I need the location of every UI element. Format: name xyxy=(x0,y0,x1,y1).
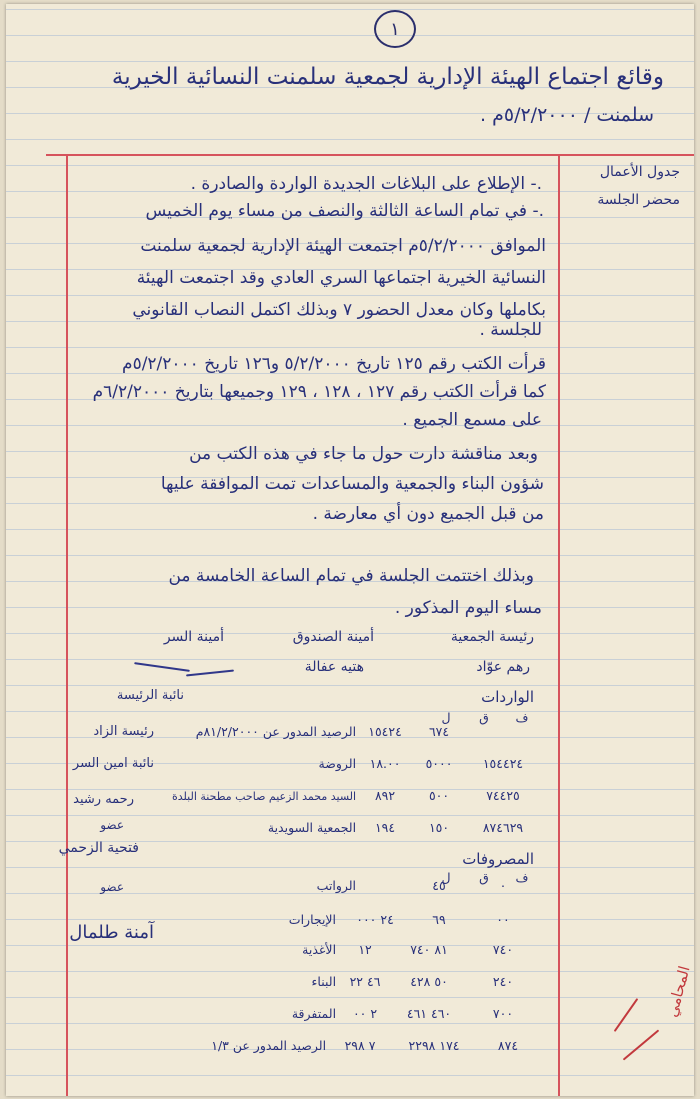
body-line-11: شؤون البناء والجمعية والمساعدات تمت الموافقة عليها xyxy=(160,474,544,494)
col-header-f: ف xyxy=(515,710,529,725)
table-row: ٠٠ ٦٩ ٢٤ ٠٠٠ الإيجارات xyxy=(288,912,510,927)
table-row: ٧٠٠ ٤٦٠ ٤٦١ ٢ ٠٠ المتفرقة xyxy=(291,1006,514,1021)
body-line-3: الموافق ٥/٢/٢٠٠٠م اجتمعت الهيئة الإدارية لجمعية سلمنت xyxy=(140,236,546,256)
table-row: ٧٤٤٢٥ ٥٠٠ ٨٩٢ السيد محمد الزعيم صاحب مطحنة البلدة xyxy=(172,788,520,803)
secretary-title: أمينة السر xyxy=(163,629,224,645)
body-line-6: للجلسة . xyxy=(479,320,542,340)
body-line-8: كما قرأت الكتب رقم ١٢٧ ، ١٢٨ ، ١٢٩ وجميعها بتاريخ ٦/٢/٢٠٠٠م xyxy=(92,382,546,402)
header-rule xyxy=(46,154,694,156)
body-line-5: بكاملها وكان معدل الحضور ٧ وبذلك اكتمل النصاب القانوني xyxy=(132,300,546,320)
red-signature-stroke xyxy=(614,998,639,1032)
vice-president-signature: رئيسة الزاد xyxy=(93,724,154,739)
secretary-signature xyxy=(134,662,190,672)
table-row: ٦٧٤ ١٥٤٢٤ الرصيد المدور عن ٨١/٢/٢٠٠٠م xyxy=(195,724,450,739)
body-line-13: وبذلك اختتمت الجلسة في تمام الساعة الخامسة من xyxy=(168,566,534,586)
table-row: ٢٤٠ ٥٠ ٤٢٨ ٤٦ ٢٢ البناء xyxy=(311,974,514,989)
president-name: رهم عوّاد xyxy=(476,659,530,675)
ledger-page xyxy=(6,4,694,1096)
minutes-date: سلمنت / ٥/٢/٢٠٠٠م . xyxy=(480,104,654,126)
body-line-14: مساء اليوم المذكور . xyxy=(394,598,542,618)
treasurer-title: أمينة الصندوق xyxy=(292,629,374,645)
table-row: ٠ ٤٥ الرواتب xyxy=(316,878,507,893)
member-label-2: عضو xyxy=(100,880,124,894)
body-line-10: وبعد مناقشة دارت حول ما جاء في هذه الكتب من xyxy=(189,444,538,464)
member-signature-2: فتحية الزحمي xyxy=(58,840,139,856)
body-line-1: .- الإطلاع على البلاغات الجديدة الواردة والصادرة . xyxy=(190,174,542,194)
member-label-1: عضو xyxy=(100,818,124,832)
page-number: ١ xyxy=(374,10,416,48)
minutes-title: وقائع اجتماع الهيئة الإدارية لجمعية سلمنت النسائية الخيرية xyxy=(111,64,664,90)
expenses-col-headers: ف ق ل xyxy=(441,870,529,885)
body-line-7: قرأت الكتب رقم ١٢٥ تاريخ ٥/٢/٢٠٠٠ و١٢٦ تاريخ ٥/٢/٢٠٠٠م xyxy=(122,354,546,374)
table-row: ٧٤٠ ٨١ ٧٤٠ ١٢ الأغذية xyxy=(302,942,514,957)
treasurer-name: هتيه عفالة xyxy=(304,659,364,675)
agenda-label: جدول الأعمال xyxy=(599,164,680,180)
revenues-col-headers xyxy=(429,710,539,725)
red-marginal-stamp: المحامي xyxy=(662,964,694,1020)
margin-line-right xyxy=(558,154,560,1096)
deputy-secretary-title: نائبة امين السر xyxy=(72,756,154,771)
body-line-2: .- في تمام الساعة الثالثة والنصف من مساء يوم الخميس xyxy=(145,201,544,221)
table-row: ٨٧٤ ١٧٤ ٢٢٩٨ ٧ ٢٩٨ الرصيد المدور عن ١/٣ xyxy=(211,1038,519,1053)
member-signature-1: رحمه رشيد xyxy=(73,792,134,807)
body-line-9: على مسمع الجميع . xyxy=(402,410,542,430)
table-row: ١٥٤٤٢٤ ٥٠٠٠ ١٨.٠٠ الروضة xyxy=(318,756,524,771)
margin-line-left xyxy=(66,154,68,1096)
col-header-q: ق xyxy=(479,710,489,725)
vice-president-title: نائبة الرئيسة xyxy=(116,688,184,703)
expenses-heading: المصروفات xyxy=(462,850,534,868)
red-signature-stroke-2 xyxy=(623,1029,660,1060)
member-signature-3: آمنة طلمال xyxy=(69,922,154,943)
president-title: رئيسة الجمعية xyxy=(450,629,534,645)
body-line-12: من قبل الجميع دون أي معارضة . xyxy=(312,504,544,524)
minutes-label: محضر الجلسة xyxy=(597,192,680,208)
treasurer-signature xyxy=(186,669,234,676)
table-row: ٨٧٤٦٢٩ ١٥٠ ١٩٤ الجمعية السويدية xyxy=(267,820,524,835)
col-header-l: ل xyxy=(441,710,451,725)
revenues-heading: الواردات xyxy=(481,688,534,706)
body-line-4: النسائية الخيرية اجتماعها السري العادي وقد اجتمعت الهيئة xyxy=(136,268,546,288)
